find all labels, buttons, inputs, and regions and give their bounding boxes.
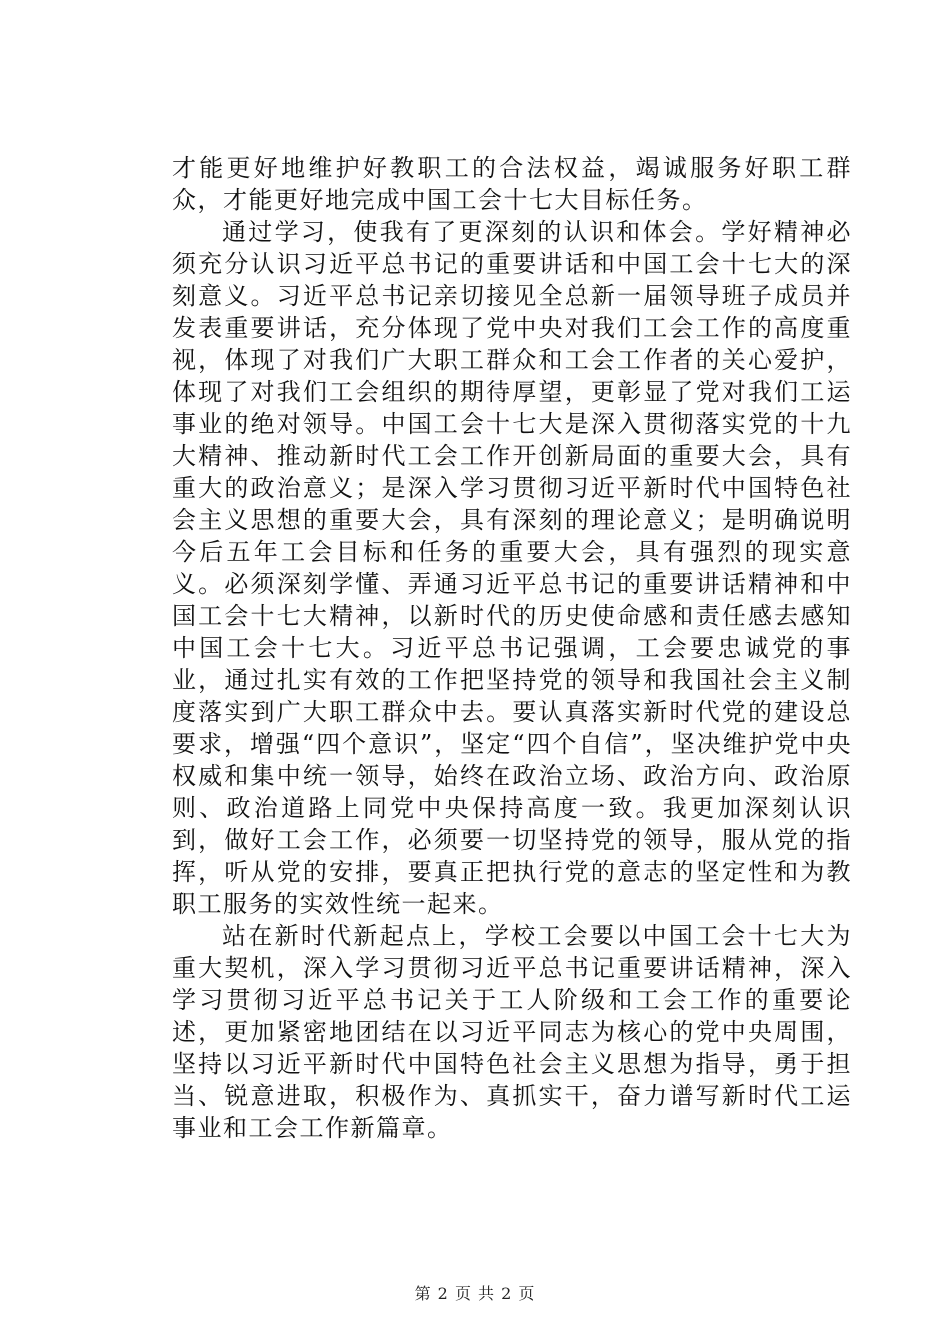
- paragraph-new-era-goals: 站在新时代新起点上，学校工会要以中国工会十七大为重大契机，深入学习贯彻习近平总书记重要讲话精神，深入学习贯彻习近平总书记关于工人阶级和工会工作的重要论述，更加紧密地团结在以习近平同志为核心的党中央周围，坚持以习近平新时代中国特色社会主义思想为指导，勇于担当、锐意进取，积极作为、真抓实干，奋力谱写新时代工运事业和工会工作新篇章。: [172, 922, 852, 1142]
- document-body: [172, 152, 852, 1144]
- paragraph-study-reflection: 通过学习，使我有了更深刻的认识和体会。学好精神必须充分认识习近平总书记的重要讲话和中国工会十七大的深刻意义。习近平总书记亲切接见全总新一届领导班子成员并发表重要讲话，充分体现了党中央对我们工会工作的高度重视，体现了对我们广大职工群众和工会工作者的关心爱护，体现了对我们工会组织的期待厚望，更彰显了党对我们工运事业的绝对领导。中国工会十七大是深入贯彻落实党的十九大精神、推动新时代工会工作开创新局面的重要大会，具有重大的政治意义；是深入学习贯彻习近平新时代中国特色社会主义思想的重要大会，具有深刻的理论意义；是明确说明今后五年工会目标和任务的重要大会，具有强烈的现实意义。必须深刻学懂、弄通习近平总书记的重要讲话精神和中国工会十七大精神，以新时代的历史使命感和责任感去感知中国工会十七大。习近平总书记强调，工会要忠诚党的事业，通过扎实有效的工作把坚持党的领导和我国社会主义制度落实到广大职工群众中去。要认真落实新时代党的建设总要求，增强“四个意识”，坚定“四个自信”，坚决维护党中央权威和集中统一领导，始终在政治立场、政治方向、政治原则、政治道路上同党中央保持高度一致。我更加深刻认识到，做好工会工作，必须要一切坚持党的领导，服从党的指挥，听从党的安排，要真正把执行党的意志的坚定性和为教职工服务的实效性统一起来。: [172, 218, 852, 918]
- paragraph-continuation: 才能更好地维护好教职工的合法权益，竭诚服务好职工群众，才能更好地完成中国工会十七大目标任务。: [172, 154, 852, 214]
- page-number-footer: 第 2 页 共 2 页: [414, 1284, 536, 1303]
